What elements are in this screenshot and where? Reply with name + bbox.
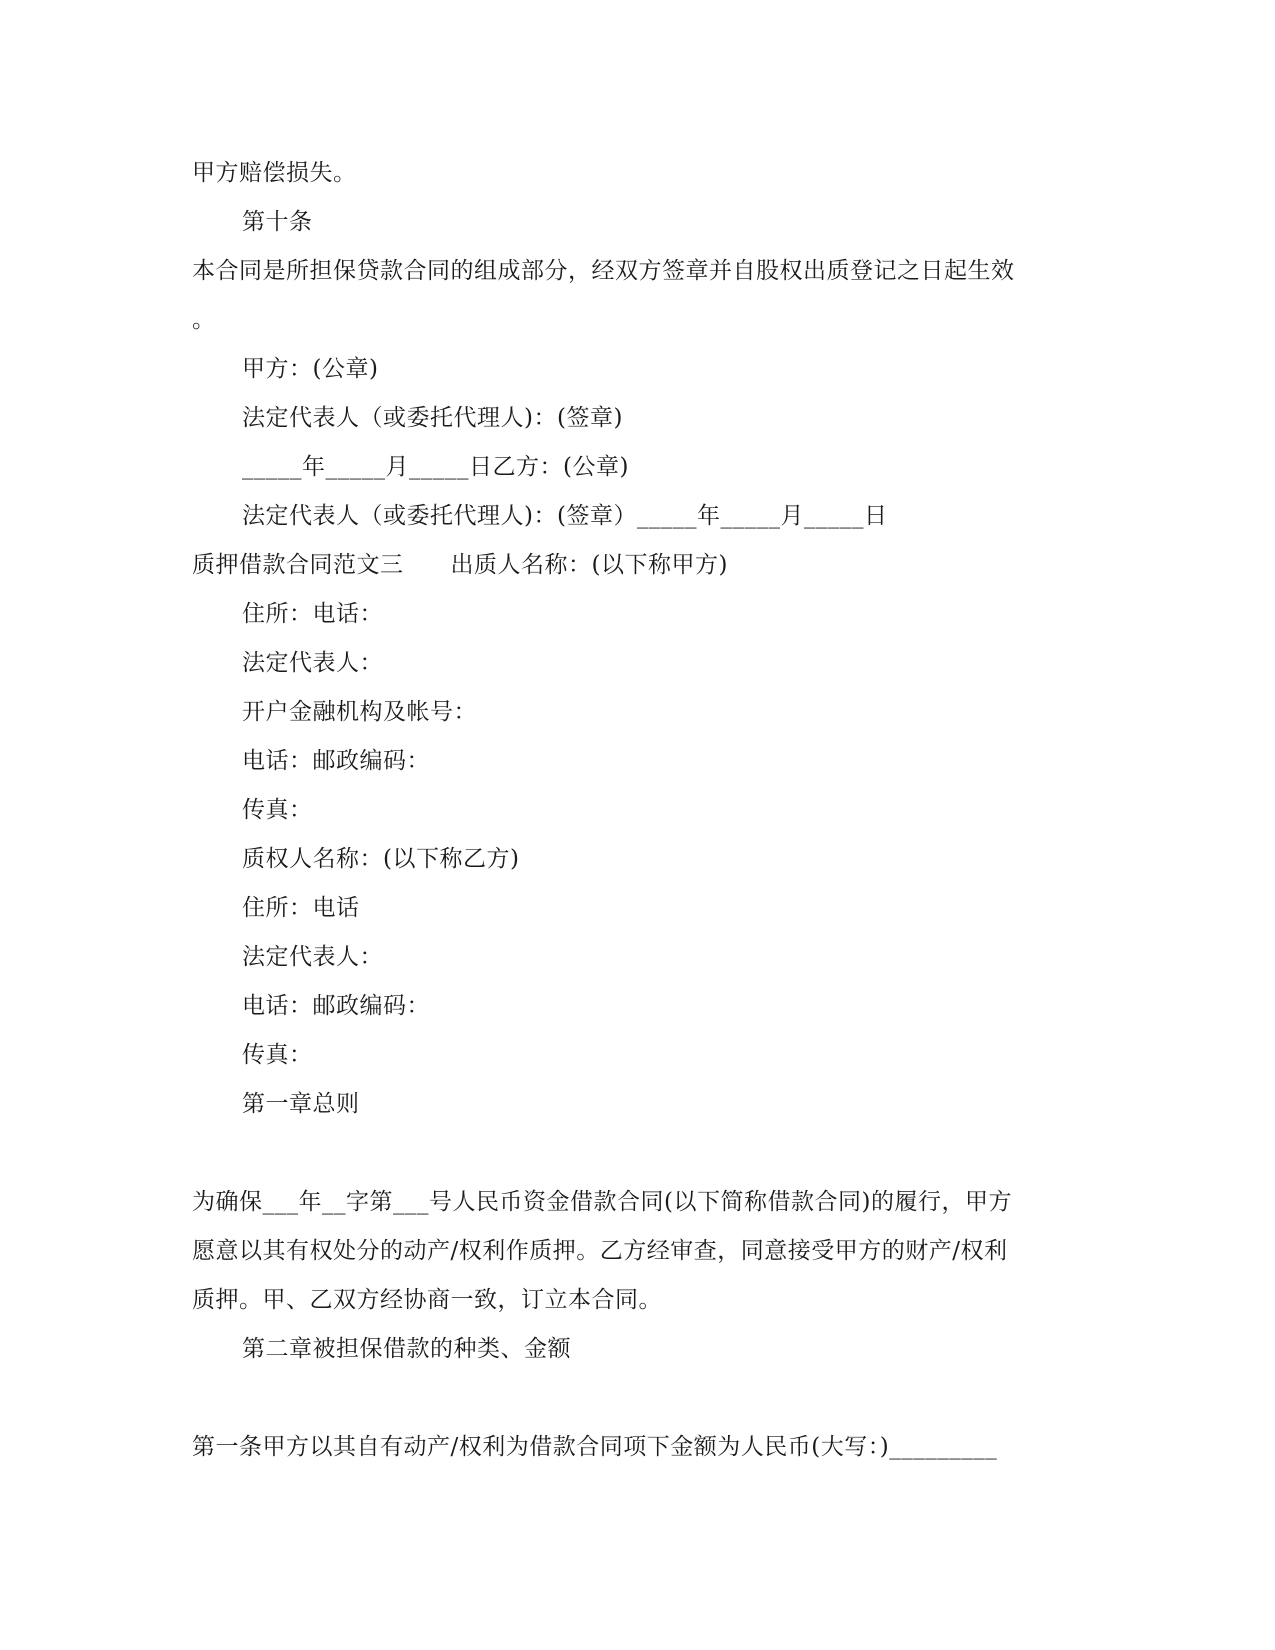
signature-line: 法定代表人（或委托代理人)：(签章）_____年_____月_____日 — [242, 503, 888, 529]
signature-line: 甲方：(公章) — [242, 356, 379, 382]
chapter-heading: 第一章总则 — [242, 1091, 360, 1117]
text-line: 质押。甲、乙双方经协商一致，订立本合同。 — [192, 1287, 662, 1313]
article-heading: 第十条 — [242, 209, 313, 235]
section-title: 质押借款合同范文三 出质人名称：(以下称甲方) — [192, 552, 728, 578]
field-line: 质权人名称：(以下称乙方) — [242, 846, 520, 872]
field-line: 法定代表人： — [242, 650, 383, 676]
text-line: 甲方赔偿损失。 — [192, 160, 357, 186]
field-line: 法定代表人： — [242, 944, 383, 970]
field-line: 传真： — [242, 1042, 313, 1068]
text-line: 为确保___年__字第___号人民币资金借款合同(以下简称借款合同)的履行，甲方 — [192, 1189, 1012, 1215]
text-line: 愿意以其有权处分的动产/权利作质押。乙方经审查，同意接受甲方的财产/权利 — [192, 1238, 1008, 1264]
field-line: 住所：电话： — [242, 601, 383, 627]
date-line: _____年_____月_____日乙方：(公章) — [242, 454, 629, 480]
field-line: 开户金融机构及帐号： — [242, 699, 477, 725]
text-line: 第一条甲方以其自有动产/权利为借款合同项下金额为人民币(大写：)_________ — [192, 1434, 998, 1460]
field-line: 电话：邮政编码： — [242, 993, 430, 1019]
text-line: 。 — [192, 307, 216, 333]
field-line: 住所：电话 — [242, 895, 360, 921]
chapter-heading: 第二章被担保借款的种类、金额 — [242, 1336, 571, 1362]
signature-line: 法定代表人（或委托代理人)：(签章) — [242, 405, 623, 431]
field-line: 传真： — [242, 797, 313, 823]
text-line: 本合同是所担保贷款合同的组成部分，经双方签章并自股权出质登记之日起生效 — [192, 258, 1015, 284]
field-line: 电话：邮政编码： — [242, 748, 430, 774]
